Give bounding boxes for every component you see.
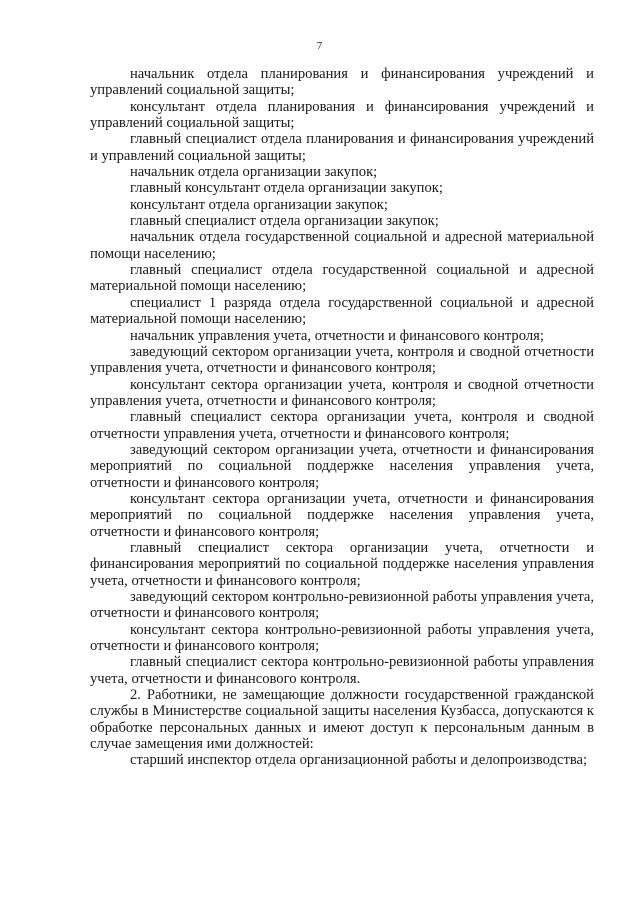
paragraph: главный специалист сектора организации учета, контроля и сводной отчетности управления учета, отчетности и финансового контроля; <box>90 409 594 442</box>
paragraph: главный специалист отдела государственной социальной и адресной материальной помощи населению; <box>90 262 594 295</box>
paragraph: специалист 1 разряда отдела государственной социальной и адресной материальной помощи населению; <box>90 294 594 328</box>
paragraph: главный специалист сектора контрольно-ревизионной работы управления учета, отчетности и финансового контроля. <box>90 654 594 687</box>
paragraph: старший инспектор отдела организационной работы и делопроизводства; <box>130 752 588 769</box>
paragraph: консультант сектора организации учета, отчетности и финансирования мероприятий по социальной поддержке населения управления учета, отчетности и финансового контроля; <box>90 490 594 540</box>
paragraph: начальник отдела организации закупок; <box>130 164 378 181</box>
paragraph: консультант сектора организации учета, контроля и сводной отчетности управления учета, отчетности и финансового контроля; <box>90 376 594 409</box>
page-number: 7 <box>316 40 323 52</box>
document-body <box>90 66 594 769</box>
paragraph: заведующий сектором организации учета, отчетности и финансирования мероприятий по социальной поддержке населения управления учета, отчетности и финансового контроля; <box>90 441 594 491</box>
paragraph: начальник отдела планирования и финансирования учреждений и управлений социальной защиты; <box>90 66 594 99</box>
paragraph: начальник управления учета, отчетности и финансового контроля; <box>130 327 544 344</box>
paragraph: заведующий сектором контрольно-ревизионной работы управления учета, отчетности и финансового контроля; <box>90 589 594 622</box>
paragraph: консультант отдела планирования и финансирования учреждений и управлений социальной защиты; <box>90 98 594 132</box>
paragraph: главный специалист сектора организации учета, отчетности и финансирования мероприятий по социальной поддержке населения управления учета, отчетности и финансового контроля; <box>90 539 594 589</box>
paragraph: главный специалист отдела организации закупок; <box>130 213 439 230</box>
paragraph: консультант сектора контрольно-ревизионной работы управления учета, отчетности и финансового контроля; <box>90 621 594 655</box>
paragraph: начальник отдела государственной социальной и адресной материальной помощи населению; <box>90 229 594 262</box>
paragraph: консультант отдела организации закупок; <box>130 196 388 213</box>
numbered-paragraph: 2. Работники, не замещающие должности государственной гражданской службы в Министерстве социальной защиты населения Кузбасса, допускаются к обработке персональных данных и имеют доступ к персональным данным в случае замещения ими должностей: <box>90 687 594 753</box>
paragraph: главный консультант отдела организации закупок; <box>130 180 443 197</box>
paragraph: заведующий сектором организации учета, контроля и сводной отчетности управления учета, отчетности и финансового контроля; <box>90 343 594 377</box>
paragraph: главный специалист отдела планирования и финансирования учреждений и управлений социальной защиты; <box>90 131 594 164</box>
